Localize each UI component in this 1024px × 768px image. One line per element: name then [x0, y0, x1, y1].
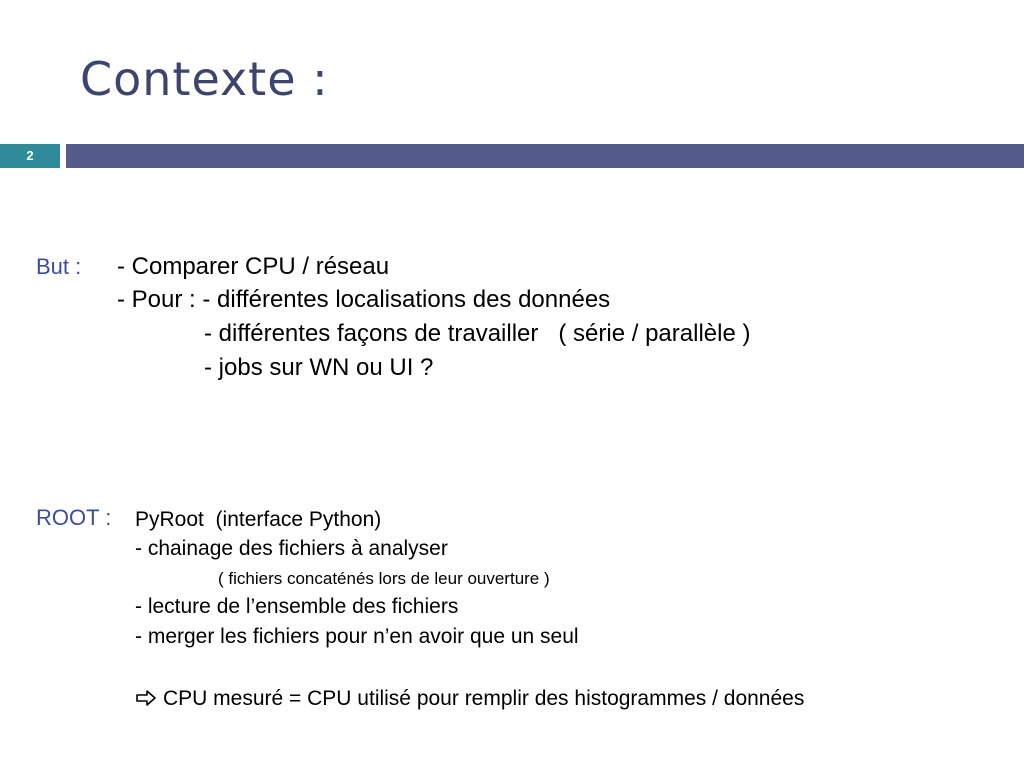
- but-label: But :: [36, 254, 82, 279]
- but-line-3: - différentes façons de travailler ( série / parallèle ): [204, 320, 751, 347]
- header-bar: [66, 144, 1024, 168]
- root-conclusion-text: CPU mesuré = CPU utilisé pour remplir des histogrammes / données: [163, 687, 805, 710]
- root-line-2: - chainage des fichiers à analyser: [135, 537, 448, 560]
- outline-right-arrow-icon: [135, 690, 157, 706]
- root-line-4: - lecture de l’ensemble des fichiers: [135, 595, 459, 618]
- root-line-5: - merger les fichiers pour n’en avoir que un seul: [135, 625, 579, 648]
- slide-title: Contexte :: [80, 52, 329, 106]
- but-line-2: - Pour : - différentes localisations des données: [117, 286, 611, 313]
- root-conclusion: [135, 686, 804, 712]
- root-line-1: PyRoot (interface Python): [135, 508, 382, 531]
- slide-number: 2: [0, 144, 60, 168]
- but-line-4: - jobs sur WN ou UI ?: [204, 354, 434, 381]
- root-label: ROOT :: [36, 505, 112, 530]
- but-line-1: - Comparer CPU / réseau: [117, 253, 390, 280]
- root-line-3: ( fichiers concaténés lors de leur ouverture ): [218, 569, 550, 588]
